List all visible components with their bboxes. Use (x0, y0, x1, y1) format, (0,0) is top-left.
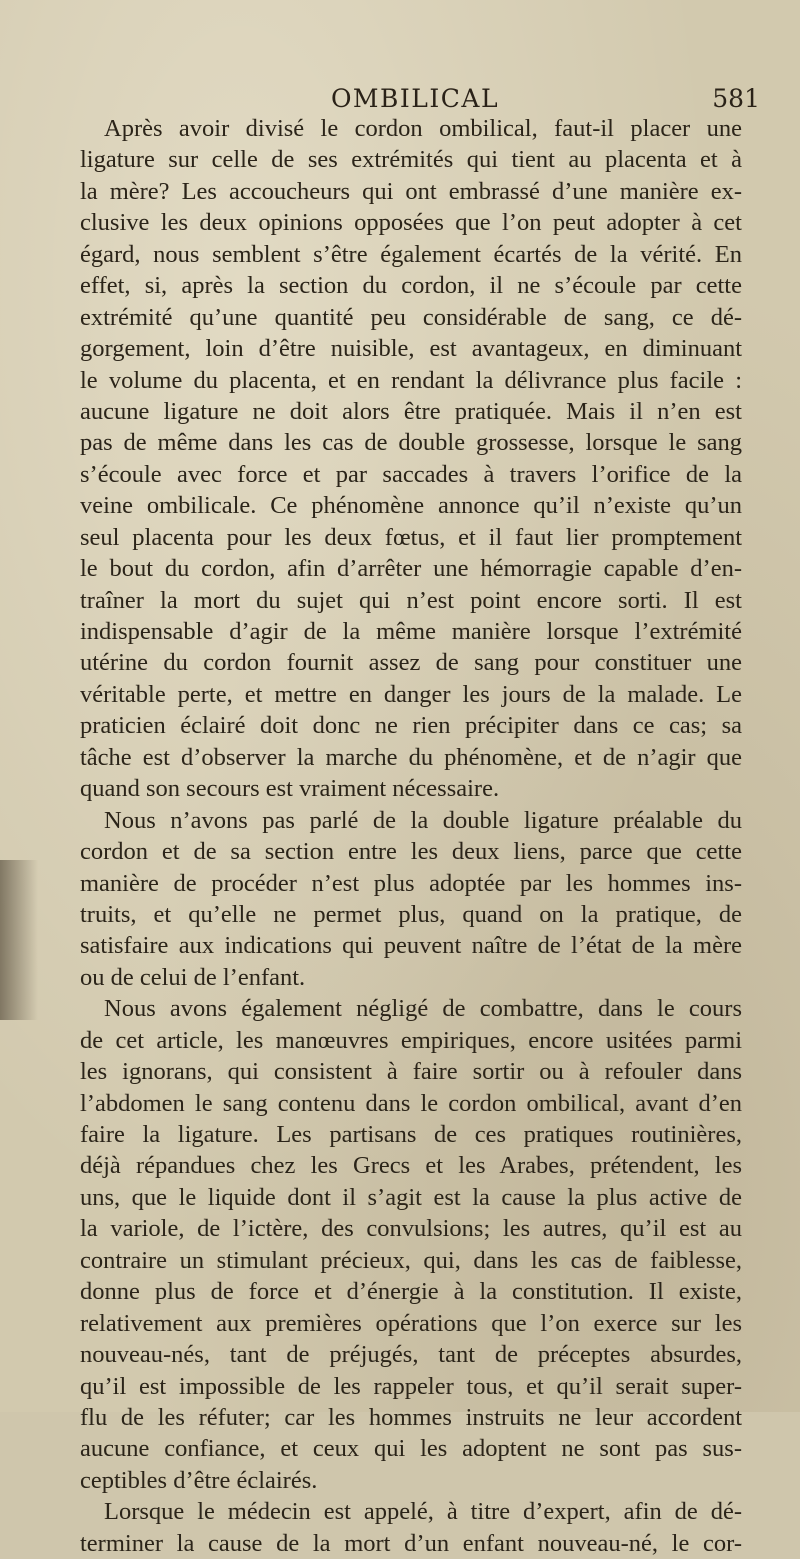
text-line: qu’il est impossible de les rappeler tous, et qu’il serait super- (80, 1372, 742, 1400)
text-line: tâche est d’observer la marche du phénomène, et de n’agir que (80, 743, 742, 771)
text-line: seul placenta pour les deux fœtus, et il faut lier promptement (80, 523, 742, 551)
text-line: Nous n’avons pas parlé de la double ligature préalable du (104, 806, 742, 834)
text-line: praticien éclairé doit donc ne rien précipiter dans ce cas; sa (80, 712, 742, 740)
text-line: véritable perte, et mettre en danger les jours de la malade. Le (80, 680, 742, 708)
text-line: manière de procéder n’est plus adoptée par les hommes ins- (80, 869, 742, 897)
text-line: terminer la cause de la mort d’un enfant nouveau-né, le cor- (80, 1529, 742, 1557)
text-line: extrémité qu’une quantité peu considérable de sang, ce dé- (80, 303, 742, 331)
page-number: 581 (712, 84, 760, 113)
text-line: quand son secours est vraiment nécessaire. (80, 775, 500, 803)
text-line: le volume du placenta, et en rendant la délivrance plus facile : (80, 366, 742, 394)
text-line: le bout du cordon, afin d’arrêter une hémorragie capable d’en- (80, 555, 742, 583)
text-line: Après avoir divisé le cordon ombilical, faut-il placer une (104, 115, 742, 142)
text-line: utérine du cordon fournit assez de sang pour constituer une (80, 649, 742, 677)
text-line: effet, si, après la section du cordon, il ne s’écoule par cette (80, 272, 742, 300)
text-line: Nous avons également négligé de combattre, dans le cours (104, 995, 742, 1023)
text-line: donne plus de force et d’énergie à la constitution. Il existe, (80, 1278, 742, 1306)
text-line: cordon et de sa section entre les deux liens, parce que cette (80, 838, 742, 866)
text-line: flu de les réfuter; car les hommes instruits ne leur accordent (80, 1403, 742, 1431)
text-line: gorgement, loin d’être nuisible, est avantageux, en diminuant (80, 335, 742, 363)
text-line: uns, que le liquide dont il s’agit est la cause la plus active de (80, 1183, 742, 1211)
text-line: la mère? Les accoucheurs qui ont embrassé d’une manière ex- (80, 177, 742, 205)
text-line: truits, et qu’elle ne permet plus, quand on la pratique, de (80, 900, 742, 928)
page-header (70, 78, 760, 118)
body-text (80, 113, 742, 1559)
text-line: pas de même dans les cas de double grossesse, lorsque le sang (80, 429, 742, 457)
text-line: contraire un stimulant précieux, qui, dans les cas de faiblesse, (80, 1246, 742, 1274)
text-line: égard, nous semblent s’être également écartés de la vérité. En (80, 240, 742, 268)
running-title: OMBILICAL (330, 84, 500, 113)
text-line: ligature sur celle de ses extrémités qui tient au placenta et à (80, 146, 742, 174)
text-line: nouveau-nés, tant de préjugés, tant de préceptes absurdes, (80, 1341, 742, 1369)
text-line: indispensable d’agir de la même manière lorsque l’extrémité (80, 618, 742, 645)
text-line: ceptibles d’être éclairés. (80, 1466, 318, 1494)
text-line: Lorsque le médecin est appelé, à titre d’expert, afin de dé- (104, 1498, 742, 1526)
text-line: aucune confiance, et ceux qui les adoptent ne sont pas sus- (80, 1435, 742, 1463)
text-line: traîner la mort du sujet qui n’est point encore sorti. Il est (80, 586, 742, 614)
text-line: veine ombilicale. Ce phénomène annonce qu’il n’existe qu’un (80, 492, 742, 520)
text-line: de cet article, les manœuvres empiriques, encore usitées parmi (80, 1026, 742, 1054)
text-line: relativement aux premières opérations que l’on exerce sur les (80, 1309, 742, 1337)
text-line: faire la ligature. Les partisans de ces pratiques routinières, (80, 1121, 742, 1148)
text-line: les ignorans, qui consistent à faire sortir ou à refouler dans (80, 1058, 742, 1086)
text-line: l’abdomen le sang contenu dans le cordon ombilical, avant d’en (80, 1089, 742, 1117)
text-line: s’écoule avec force et par saccades à travers l’orifice de la (80, 460, 742, 488)
text-line: satisfaire aux indications qui peuvent naître de l’état de la mère (80, 932, 742, 960)
text-line: aucune ligature ne doit alors être pratiquée. Mais il n’en est (80, 397, 742, 425)
text-line: la variole, de l’ictère, des convulsions; les autres, qu’il est au (80, 1215, 742, 1243)
page-edge-shadow (0, 860, 38, 1020)
text-line: déjà répandues chez les Grecs et les Arabes, prétendent, les (80, 1152, 742, 1180)
text-line: clusive les deux opinions opposées que l’on peut adopter à cet (80, 209, 742, 237)
text-line: ou de celui de l’enfant. (80, 963, 306, 991)
